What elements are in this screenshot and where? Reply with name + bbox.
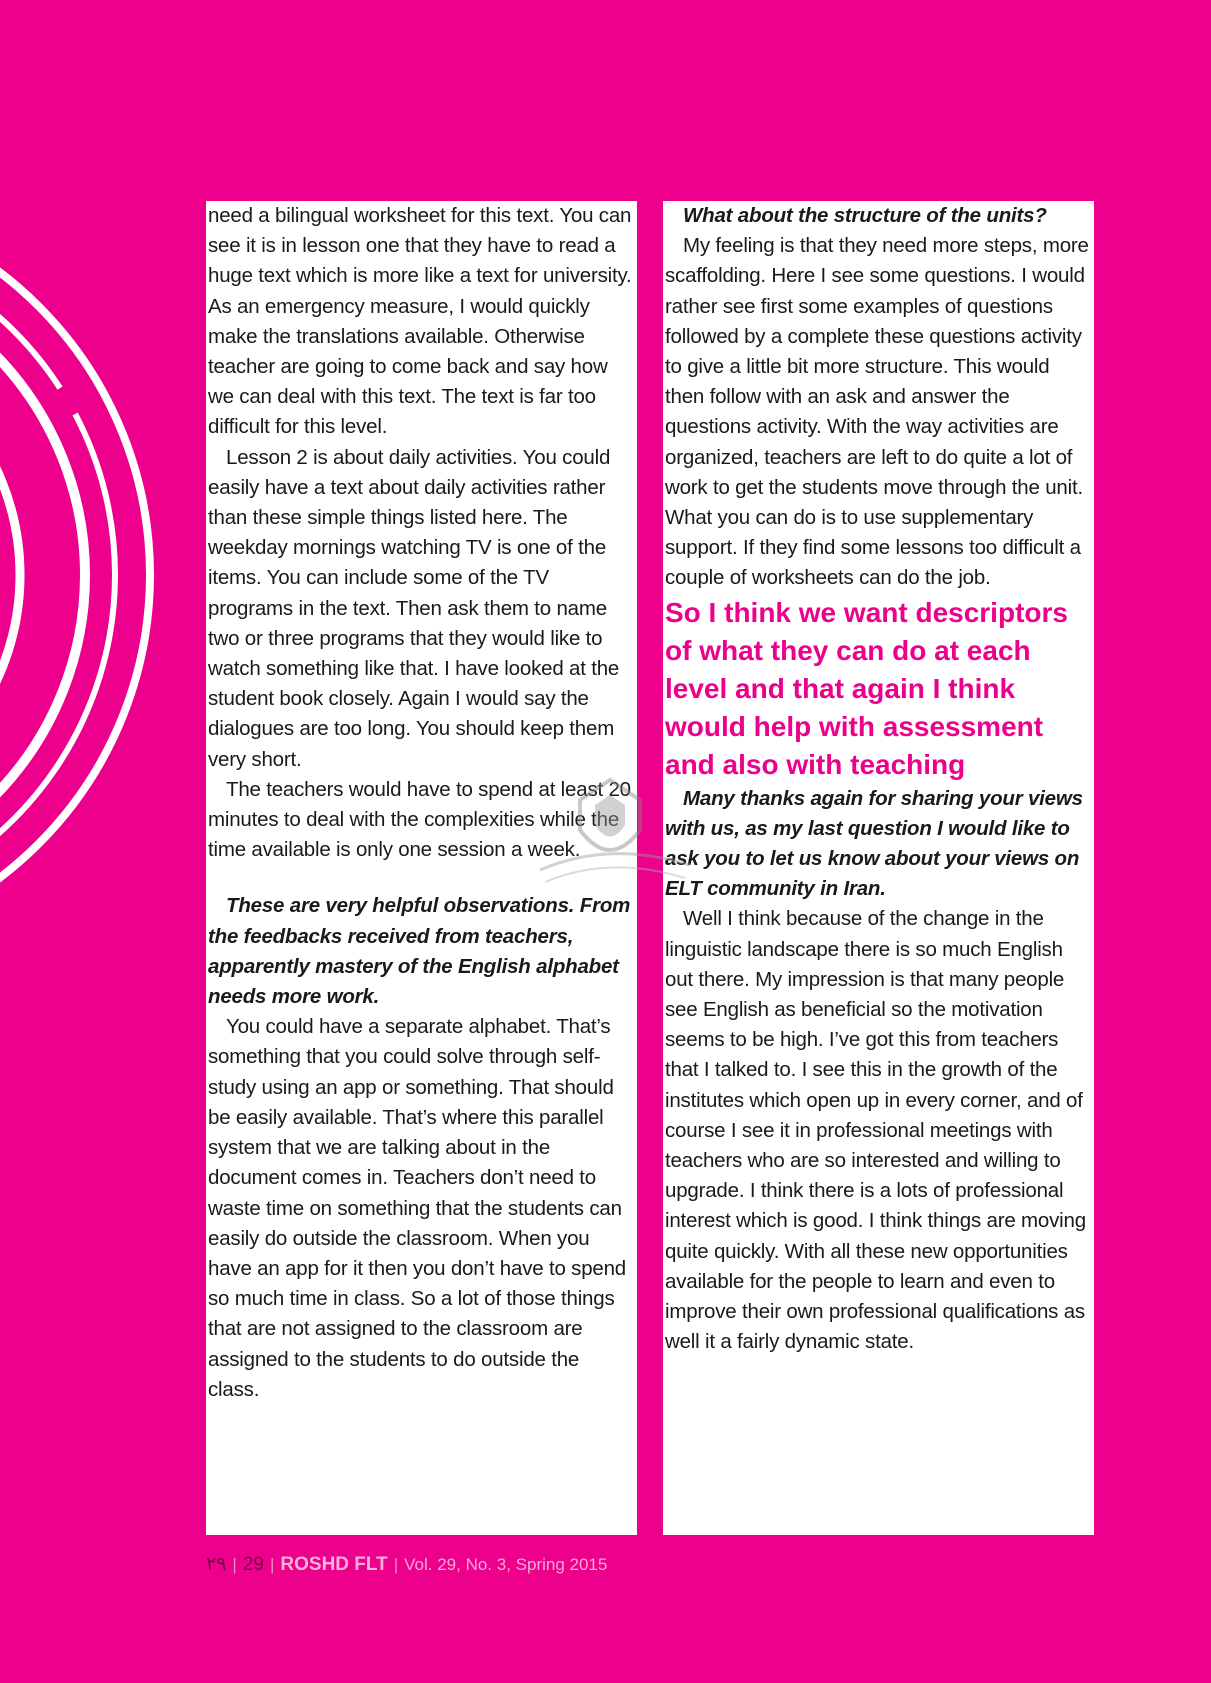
pull-quote: So I think we want descriptors of what they can do at each level and that again I think would help with assessment and also with teaching — [665, 596, 1068, 780]
issue-info: Vol. 29, No. 3, Spring 2015 — [404, 1555, 608, 1574]
interview-question: Many thanks again for sharing your views with us, as my last question I would like to ask you to let us know about your views on ELT community in Iran. — [665, 786, 1083, 901]
paragraph: My feeling is that they need more steps, more scaffolding. Here I see some questions. I would rather see first some examples of questions followed by a complete these questions activity to give a little bit more structure. This would then follow with an ask and answer the questions activity. With the way activities are organized, teachers are left to do quite a lot of work to get the students move through the unit. What you can do is to use supplementary support. If they find some lessons too difficult a couple of worksheets can do the job. — [665, 234, 1089, 590]
interview-question: What about the structure of the units? — [683, 204, 1047, 227]
magazine-name: ROSHD FLT — [280, 1554, 388, 1575]
page-footer: ۲۹ | 29 | ROSHD FLT | Vol. 29, No. 3, Spring 2015 — [206, 1554, 608, 1575]
right-text-column — [663, 201, 1094, 1535]
page-number: 29 — [242, 1554, 264, 1575]
left-text-column — [206, 201, 637, 1535]
paragraph: need a bilingual worksheet for this text. You can see it is in lesson one that they have to read a huge text which is more like a text for university. As an emergency measure, I would quickly make the translations available. Otherwise teacher are going to come back and say how we can deal with this text. The text is far too difficult for this level. — [208, 204, 632, 439]
paragraph: Lesson 2 is about daily activities. You could easily have a text about daily activities rather than these simple things listed here. The weekday mornings watching TV is one of the items. You can include some of the TV programs in the text. Then ask them to name two or three programs that they would like to watch something like that. I have looked at the student book closely. Again I would say the dialogues are too long. You should keep them very short. — [208, 445, 620, 771]
interview-question: These are very helpful observations. From the feedbacks received from teachers, apparently mastery of the English alphabet needs more work. — [208, 894, 631, 1009]
paragraph: You could have a separate alphabet. That’s something that you could solve through self-study using an app or something. That should be easily available. That’s where this parallel system that we are talking about in the document comes in. Teachers don’t need to waste time on something that the students can easily do outside the classroom. When you have an app for it then you don’t have to spend so much time in class. So a lot of those things that are not assigned to the classroom are assigned to the students to do outside the class. — [208, 1015, 626, 1401]
page-number-persian: ۲۹ — [206, 1554, 227, 1575]
paragraph: The teachers would have to spend at least 20 minutes to deal with the complexities while the time available is only one session a week. — [208, 777, 631, 862]
paragraph: Well I think because of the change in the linguistic landscape there is so much English out there. My impression is that many people see English as beneficial so the motivation seems to be high. I’ve got this from teachers that I talked to. I see this in the growth of the institutes which open up in every corner, and of course I see it in professional meetings with teachers who are so interested and willing to upgrade. I think there is a lots of professional interest which is good. I think things are moving quite quickly. With all these new opportunities available for the people to learn and even to improve their own professional qualifications as well it a fairly dynamic state. — [665, 907, 1086, 1354]
concentric-arcs-decoration — [0, 250, 190, 900]
